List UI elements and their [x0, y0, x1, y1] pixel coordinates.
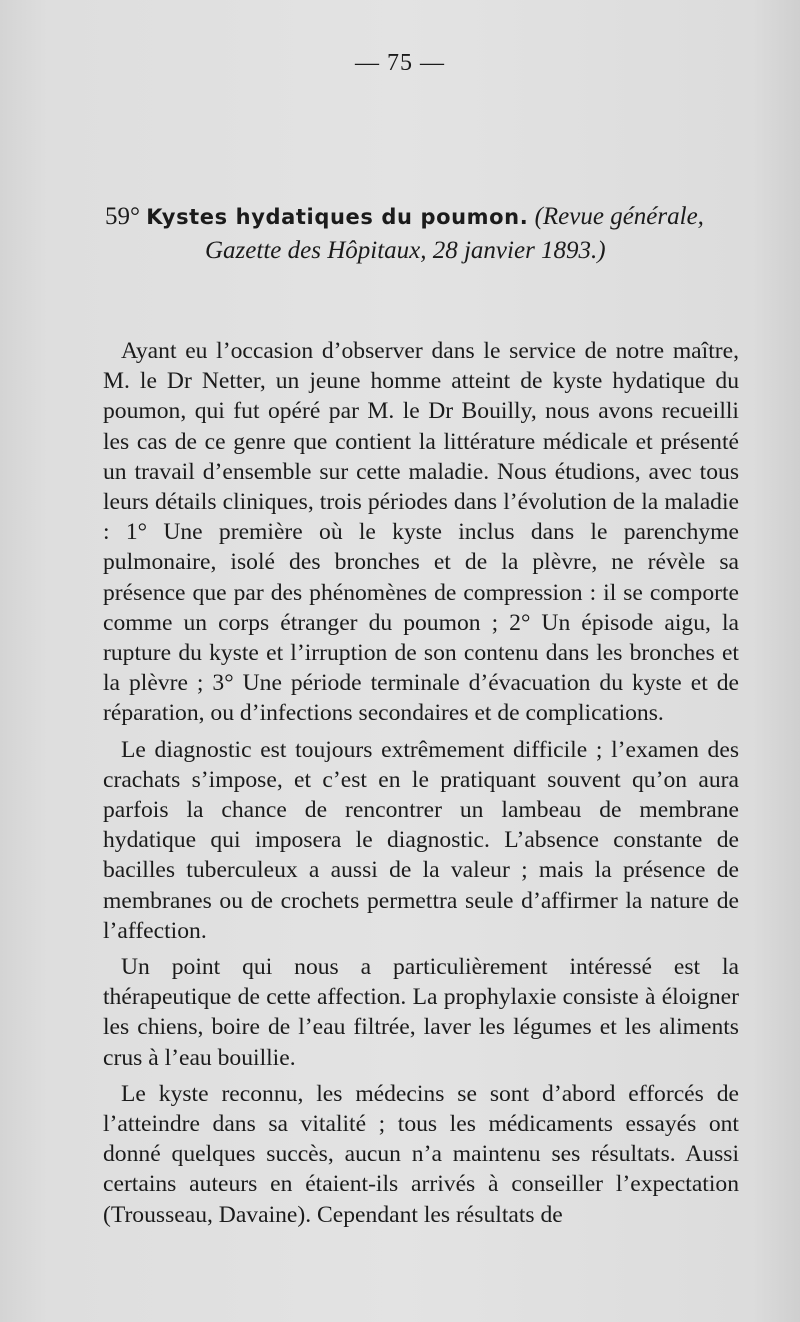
- paragraph-4: Le kyste reconnu, les médecins se sont d’abord efforcés de l’atteindre dans sa vitalité ; tous les médicaments essayés ont donné quelques succès, aucun n’a maintenu ses résultats. Aussi certains auteurs en étaient-ils arrivés à conseiller l’expectation (Trousseau, Davaine). Cependant les résultats de: [103, 1080, 739, 1228]
- paragraph-3: Un point qui nous a particulièrement intéressé est la thérapeutique de cette affection. La prophylaxie consiste à éloigner les chiens, boire de l’eau filtrée, laver les légumes et les aliments crus à l’eau bouillie.: [103, 954, 739, 1071]
- body-text: [103, 336, 739, 1236]
- paragraph-2: Le diagnostic est toujours extrêmement difficile ; l’examen des crachats s’impose, et c’est en le pratiquant souvent qu’on aura parfois la chance de rencontrer un lambeau de membrane hydatique qui imposera le diagnostic. L’absence constante de bacilles tuberculeux a aussi de la valeur ; mais la présence de membranes ou de crochets permettra seule d’affirmer la nature de l’affection.: [103, 736, 739, 944]
- entry-title: Kystes hydatiques du poumon.: [146, 205, 529, 229]
- entry-source-line2: Gazette des Hôpitaux, 28 janvier 1893.): [205, 237, 606, 264]
- entry-number: 59°: [105, 203, 140, 230]
- entry-source-line1: (Revue générale,: [534, 203, 704, 230]
- entry-heading: [105, 200, 745, 267]
- paragraph-1: Ayant eu l’occasion d’observer dans le service de notre maître, M. le Dr Netter, un jeune homme atteint de kyste hydatique du poumon, qui fut opéré par M. le Dr Bouilly, nous avons recueilli les cas de ce genre que contient la littérature médicale et présenté un travail d’ensemble sur cette maladie. Nous étudions, avec tous leurs détails cliniques, trois périodes dans l’évolution de la maladie : 1° Une première où le kyste inclus dans le parenchyme pulmonaire, isolé des bronches et de la plèvre, ne révèle sa présence que par des phénomènes de compression : il se comporte comme un corps étranger du poumon ; 2° Un épisode aigu, la rupture du kyste et l’irruption de son contenu dans les bronches et la plèvre ; 3° Une période terminale d’évacuation du kyste et de réparation, ou d’infections secondaires et de complications.: [103, 338, 739, 727]
- page-number: — 75 —: [355, 50, 445, 76]
